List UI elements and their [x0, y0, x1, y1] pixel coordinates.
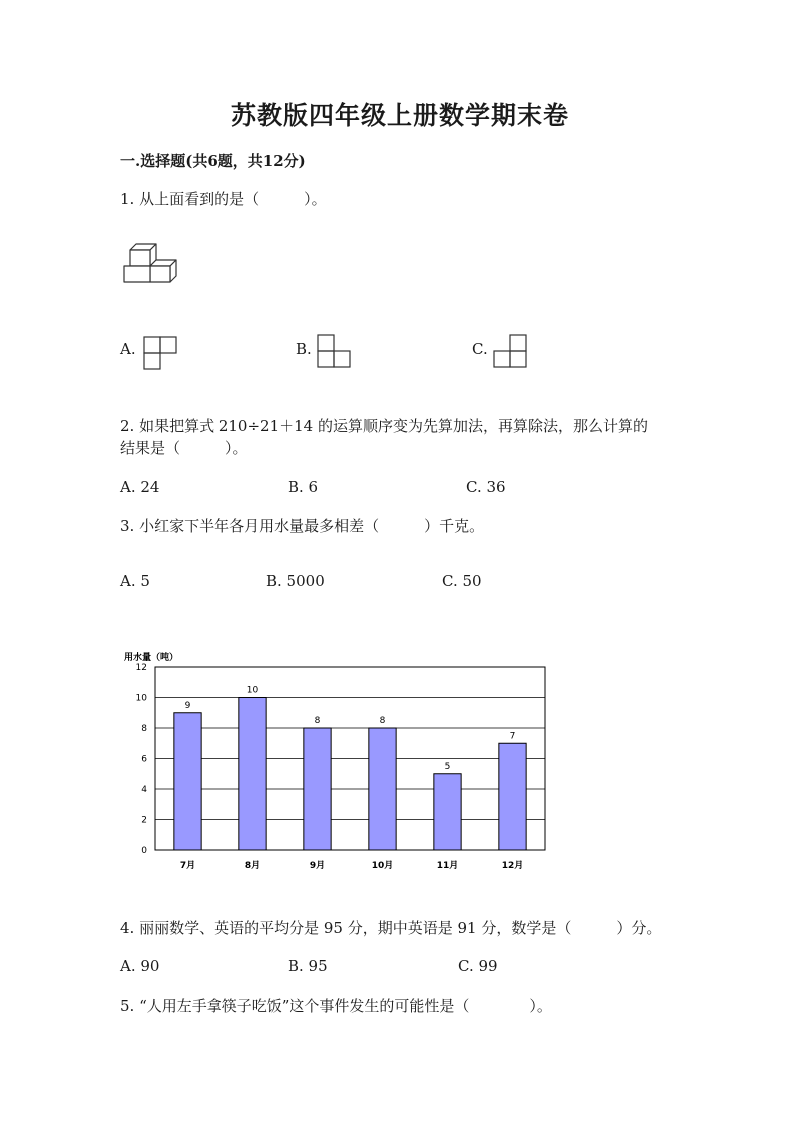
chart-data-label: 5 — [444, 761, 451, 772]
chart-y-tick-label: 4 — [141, 785, 147, 795]
chart-y-tick-label: 12 — [135, 663, 147, 673]
chart-y-tick-label: 8 — [141, 724, 147, 734]
option-c-view-icon — [493, 334, 529, 370]
chart-data-label: 9 — [184, 700, 191, 711]
q3-option-b: B. 5000 — [266, 572, 325, 590]
chart-x-tick-label: 8月 — [244, 861, 261, 871]
chart-data-label: 7 — [509, 731, 516, 742]
q2-option-c: C. 36 — [466, 478, 506, 496]
page-title: 苏教版四年级上册数学期末卷 — [230, 101, 569, 130]
chart-y-tick-label: 2 — [141, 815, 147, 826]
option-b-view-icon — [317, 334, 353, 370]
chart-x-tick-label: 12月 — [501, 861, 524, 871]
section-heading: 一.选择题(共6题，共12分) — [120, 152, 306, 170]
cube-stack-figure — [120, 240, 182, 290]
question-2-line-2: 结果是（ ）。 — [120, 439, 248, 457]
chart-x-tick-label: 10月 — [371, 861, 394, 871]
chart-bar — [174, 713, 201, 850]
q4-option-c: C. 99 — [458, 957, 498, 975]
q4-option-a: A. 90 — [120, 957, 160, 975]
water-usage-bar-chart — [110, 645, 560, 875]
chart-data-label: 10 — [246, 685, 259, 696]
chart-x-tick-label: 7月 — [179, 861, 196, 871]
chart-bar — [434, 774, 461, 850]
q3-option-c: C. 50 — [442, 572, 482, 590]
chart-bar — [304, 728, 331, 850]
question-5: 5. “人用左手拿筷子吃饭”这个事件发生的可能性是（ ）。 — [120, 997, 552, 1015]
chart-bar — [239, 698, 266, 851]
chart-y-tick-label: 0 — [141, 846, 147, 856]
chart-x-tick-label: 11月 — [436, 861, 459, 871]
q1-option-b: B. — [296, 340, 312, 358]
q1-option-c: C. — [472, 340, 488, 358]
chart-x-tick-label: 9月 — [309, 861, 326, 871]
q4-option-b: B. 95 — [288, 957, 328, 975]
chart-y-tick-label: 10 — [135, 693, 147, 704]
option-a-view-icon — [143, 336, 179, 372]
question-4: 4. 丽丽数学、英语的平均分是 95 分，期中英语是 91 分，数学是（ ）分。 — [120, 919, 662, 937]
question-1: 1. 从上面看到的是（ ）。 — [120, 190, 327, 208]
chart-data-label: 8 — [314, 716, 321, 726]
chart-bar — [499, 743, 526, 850]
chart-bar — [369, 728, 396, 850]
chart-data-label: 8 — [379, 716, 386, 726]
q3-option-a: A. 5 — [120, 572, 150, 590]
question-3: 3. 小红家下半年各月用水量最多相差（ ）千克。 — [120, 517, 485, 535]
q2-option-a: A. 24 — [120, 478, 160, 496]
chart-y-axis-label: 用水量（吨） — [124, 653, 179, 663]
chart-y-tick-label: 6 — [141, 754, 147, 765]
q2-option-b: B. 6 — [288, 478, 319, 496]
q1-option-a: A. — [120, 340, 136, 358]
question-2-line-1: 2. 如果把算式 210÷21＋14 的运算顺序变为先算加法，再算除法，那么计算的 — [120, 417, 648, 435]
